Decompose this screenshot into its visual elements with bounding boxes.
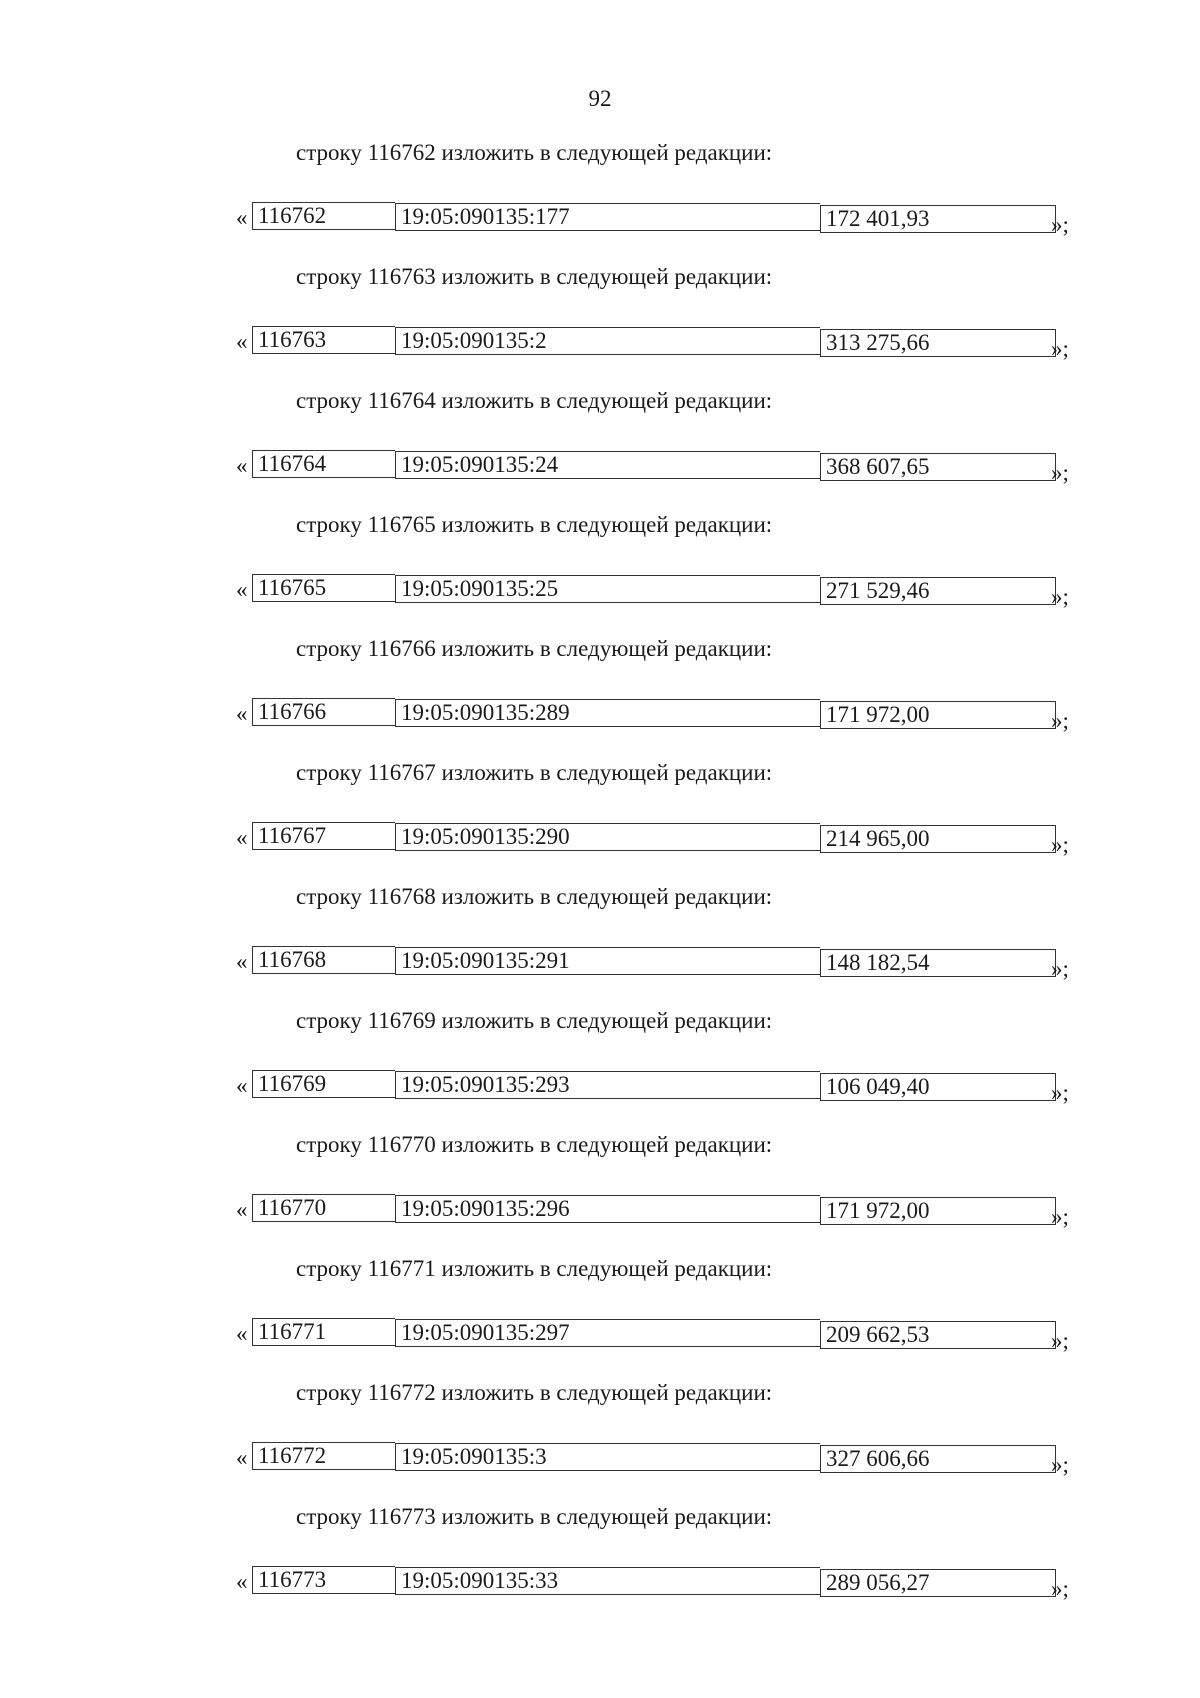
amendment-instruction: строку 116771 изложить в следующей редакции: <box>296 1256 773 1281</box>
quote-close: »; <box>1051 1204 1069 1229</box>
amendment-entry <box>0 760 1200 884</box>
cadastral-value-cell: 327 606,66 <box>820 1445 1056 1473</box>
quote-open: « <box>236 453 248 478</box>
quote-open: « <box>236 1197 248 1222</box>
amendment-list <box>0 140 1200 1628</box>
cadastral-number-cell: 19:05:090135:289 <box>395 699 820 727</box>
quote-open: « <box>236 825 248 850</box>
table-row <box>236 1442 1076 1475</box>
quote-open: « <box>236 205 248 230</box>
amendment-entry <box>0 512 1200 636</box>
row-id-cell: 116765 <box>252 574 395 602</box>
amendment-entry <box>0 1256 1200 1380</box>
cadastral-value-cell: 214 965,00 <box>820 825 1056 853</box>
row-id-cell: 116766 <box>252 698 395 726</box>
cadastral-number-cell: 19:05:090135:293 <box>395 1071 820 1099</box>
amendment-entry <box>0 1008 1200 1132</box>
quote-open: « <box>236 1073 248 1098</box>
amendment-entry <box>0 1380 1200 1504</box>
row-id-cell: 116764 <box>252 450 395 478</box>
amendment-instruction: строку 116762 изложить в следующей редакции: <box>296 140 773 165</box>
cadastral-number-cell: 19:05:090135:291 <box>395 947 820 975</box>
table-row <box>236 1194 1076 1227</box>
row-box <box>252 202 1056 233</box>
quote-close: »; <box>1051 336 1069 361</box>
table-row <box>236 822 1076 855</box>
cadastral-number-cell: 19:05:090135:296 <box>395 1195 820 1223</box>
amendment-instruction: строку 116768 изложить в следующей редакции: <box>296 884 773 909</box>
quote-close: »; <box>1051 1452 1069 1477</box>
cadastral-number-cell: 19:05:090135:290 <box>395 823 820 851</box>
cadastral-number-cell: 19:05:090135:297 <box>395 1319 820 1347</box>
cadastral-value-cell: 368 607,65 <box>820 453 1056 481</box>
cadastral-number-cell: 19:05:090135:24 <box>395 451 820 479</box>
row-box <box>252 698 1056 729</box>
amendment-instruction: строку 116772 изложить в следующей редакции: <box>296 1380 773 1405</box>
amendment-instruction: строку 116766 изложить в следующей редакции: <box>296 636 773 661</box>
table-row <box>236 1070 1076 1103</box>
quote-close: »; <box>1051 708 1069 733</box>
quote-close: »; <box>1051 956 1069 981</box>
quote-open: « <box>236 949 248 974</box>
amendment-entry <box>0 264 1200 388</box>
amendment-instruction: строку 116765 изложить в следующей редакции: <box>296 512 773 537</box>
row-id-cell: 116768 <box>252 946 395 974</box>
cadastral-number-cell: 19:05:090135:2 <box>395 327 820 355</box>
cadastral-value-cell: 289 056,27 <box>820 1569 1056 1597</box>
amendment-instruction: строку 116769 изложить в следующей редакции: <box>296 1008 773 1033</box>
quote-open: « <box>236 329 248 354</box>
table-row <box>236 1566 1076 1599</box>
table-row <box>236 326 1076 359</box>
amendment-instruction: строку 116764 изложить в следующей редакции: <box>296 388 773 413</box>
page-number: 92 <box>588 86 612 111</box>
row-id-cell: 116762 <box>252 202 395 230</box>
row-box <box>252 1442 1056 1473</box>
amendment-instruction: строку 116770 изложить в следующей редакции: <box>296 1132 773 1157</box>
cadastral-value-cell: 209 662,53 <box>820 1321 1056 1349</box>
cadastral-number-cell: 19:05:090135:25 <box>395 575 820 603</box>
table-row <box>236 1318 1076 1351</box>
row-id-cell: 116770 <box>252 1194 395 1222</box>
row-id-cell: 116767 <box>252 822 395 850</box>
quote-open: « <box>236 701 248 726</box>
row-id-cell: 116771 <box>252 1318 395 1346</box>
amendment-entry <box>0 140 1200 264</box>
quote-close: »; <box>1051 212 1069 237</box>
row-box <box>252 1566 1056 1597</box>
row-id-cell: 116763 <box>252 326 395 354</box>
quote-open: « <box>236 577 248 602</box>
quote-open: « <box>236 1569 248 1594</box>
cadastral-value-cell: 171 972,00 <box>820 1197 1056 1225</box>
amendment-entry <box>0 1132 1200 1256</box>
row-box <box>252 1318 1056 1349</box>
quote-close: »; <box>1051 1080 1069 1105</box>
table-row <box>236 202 1076 235</box>
cadastral-value-cell: 171 972,00 <box>820 701 1056 729</box>
row-id-cell: 116773 <box>252 1566 395 1594</box>
amendment-instruction: строку 116773 изложить в следующей редакции: <box>296 1504 773 1529</box>
quote-open: « <box>236 1445 248 1470</box>
row-box <box>252 574 1056 605</box>
amendment-instruction: строку 116767 изложить в следующей редакции: <box>296 760 773 785</box>
row-id-cell: 116769 <box>252 1070 395 1098</box>
row-id-cell: 116772 <box>252 1442 395 1470</box>
quote-close: »; <box>1051 584 1069 609</box>
row-box <box>252 450 1056 481</box>
quote-close: »; <box>1051 1328 1069 1353</box>
row-box <box>252 1194 1056 1225</box>
quote-close: »; <box>1051 832 1069 857</box>
table-row <box>236 946 1076 979</box>
amendment-entry <box>0 636 1200 760</box>
cadastral-number-cell: 19:05:090135:177 <box>395 203 820 231</box>
cadastral-value-cell: 172 401,93 <box>820 205 1056 233</box>
amendment-instruction: строку 116763 изложить в следующей редакции: <box>296 264 773 289</box>
row-box <box>252 822 1056 853</box>
table-row <box>236 698 1076 731</box>
quote-open: « <box>236 1321 248 1346</box>
cadastral-value-cell: 271 529,46 <box>820 577 1056 605</box>
quote-close: »; <box>1051 460 1069 485</box>
cadastral-number-cell: 19:05:090135:3 <box>395 1443 820 1471</box>
amendment-entry <box>0 884 1200 1008</box>
amendment-entry <box>0 1504 1200 1628</box>
row-box <box>252 1070 1056 1101</box>
amendment-entry <box>0 388 1200 512</box>
cadastral-value-cell: 148 182,54 <box>820 949 1056 977</box>
row-box <box>252 326 1056 357</box>
cadastral-value-cell: 313 275,66 <box>820 329 1056 357</box>
table-row <box>236 450 1076 483</box>
row-box <box>252 946 1056 977</box>
table-row <box>236 574 1076 607</box>
cadastral-number-cell: 19:05:090135:33 <box>395 1567 820 1595</box>
cadastral-value-cell: 106 049,40 <box>820 1073 1056 1101</box>
quote-close: »; <box>1051 1576 1069 1601</box>
